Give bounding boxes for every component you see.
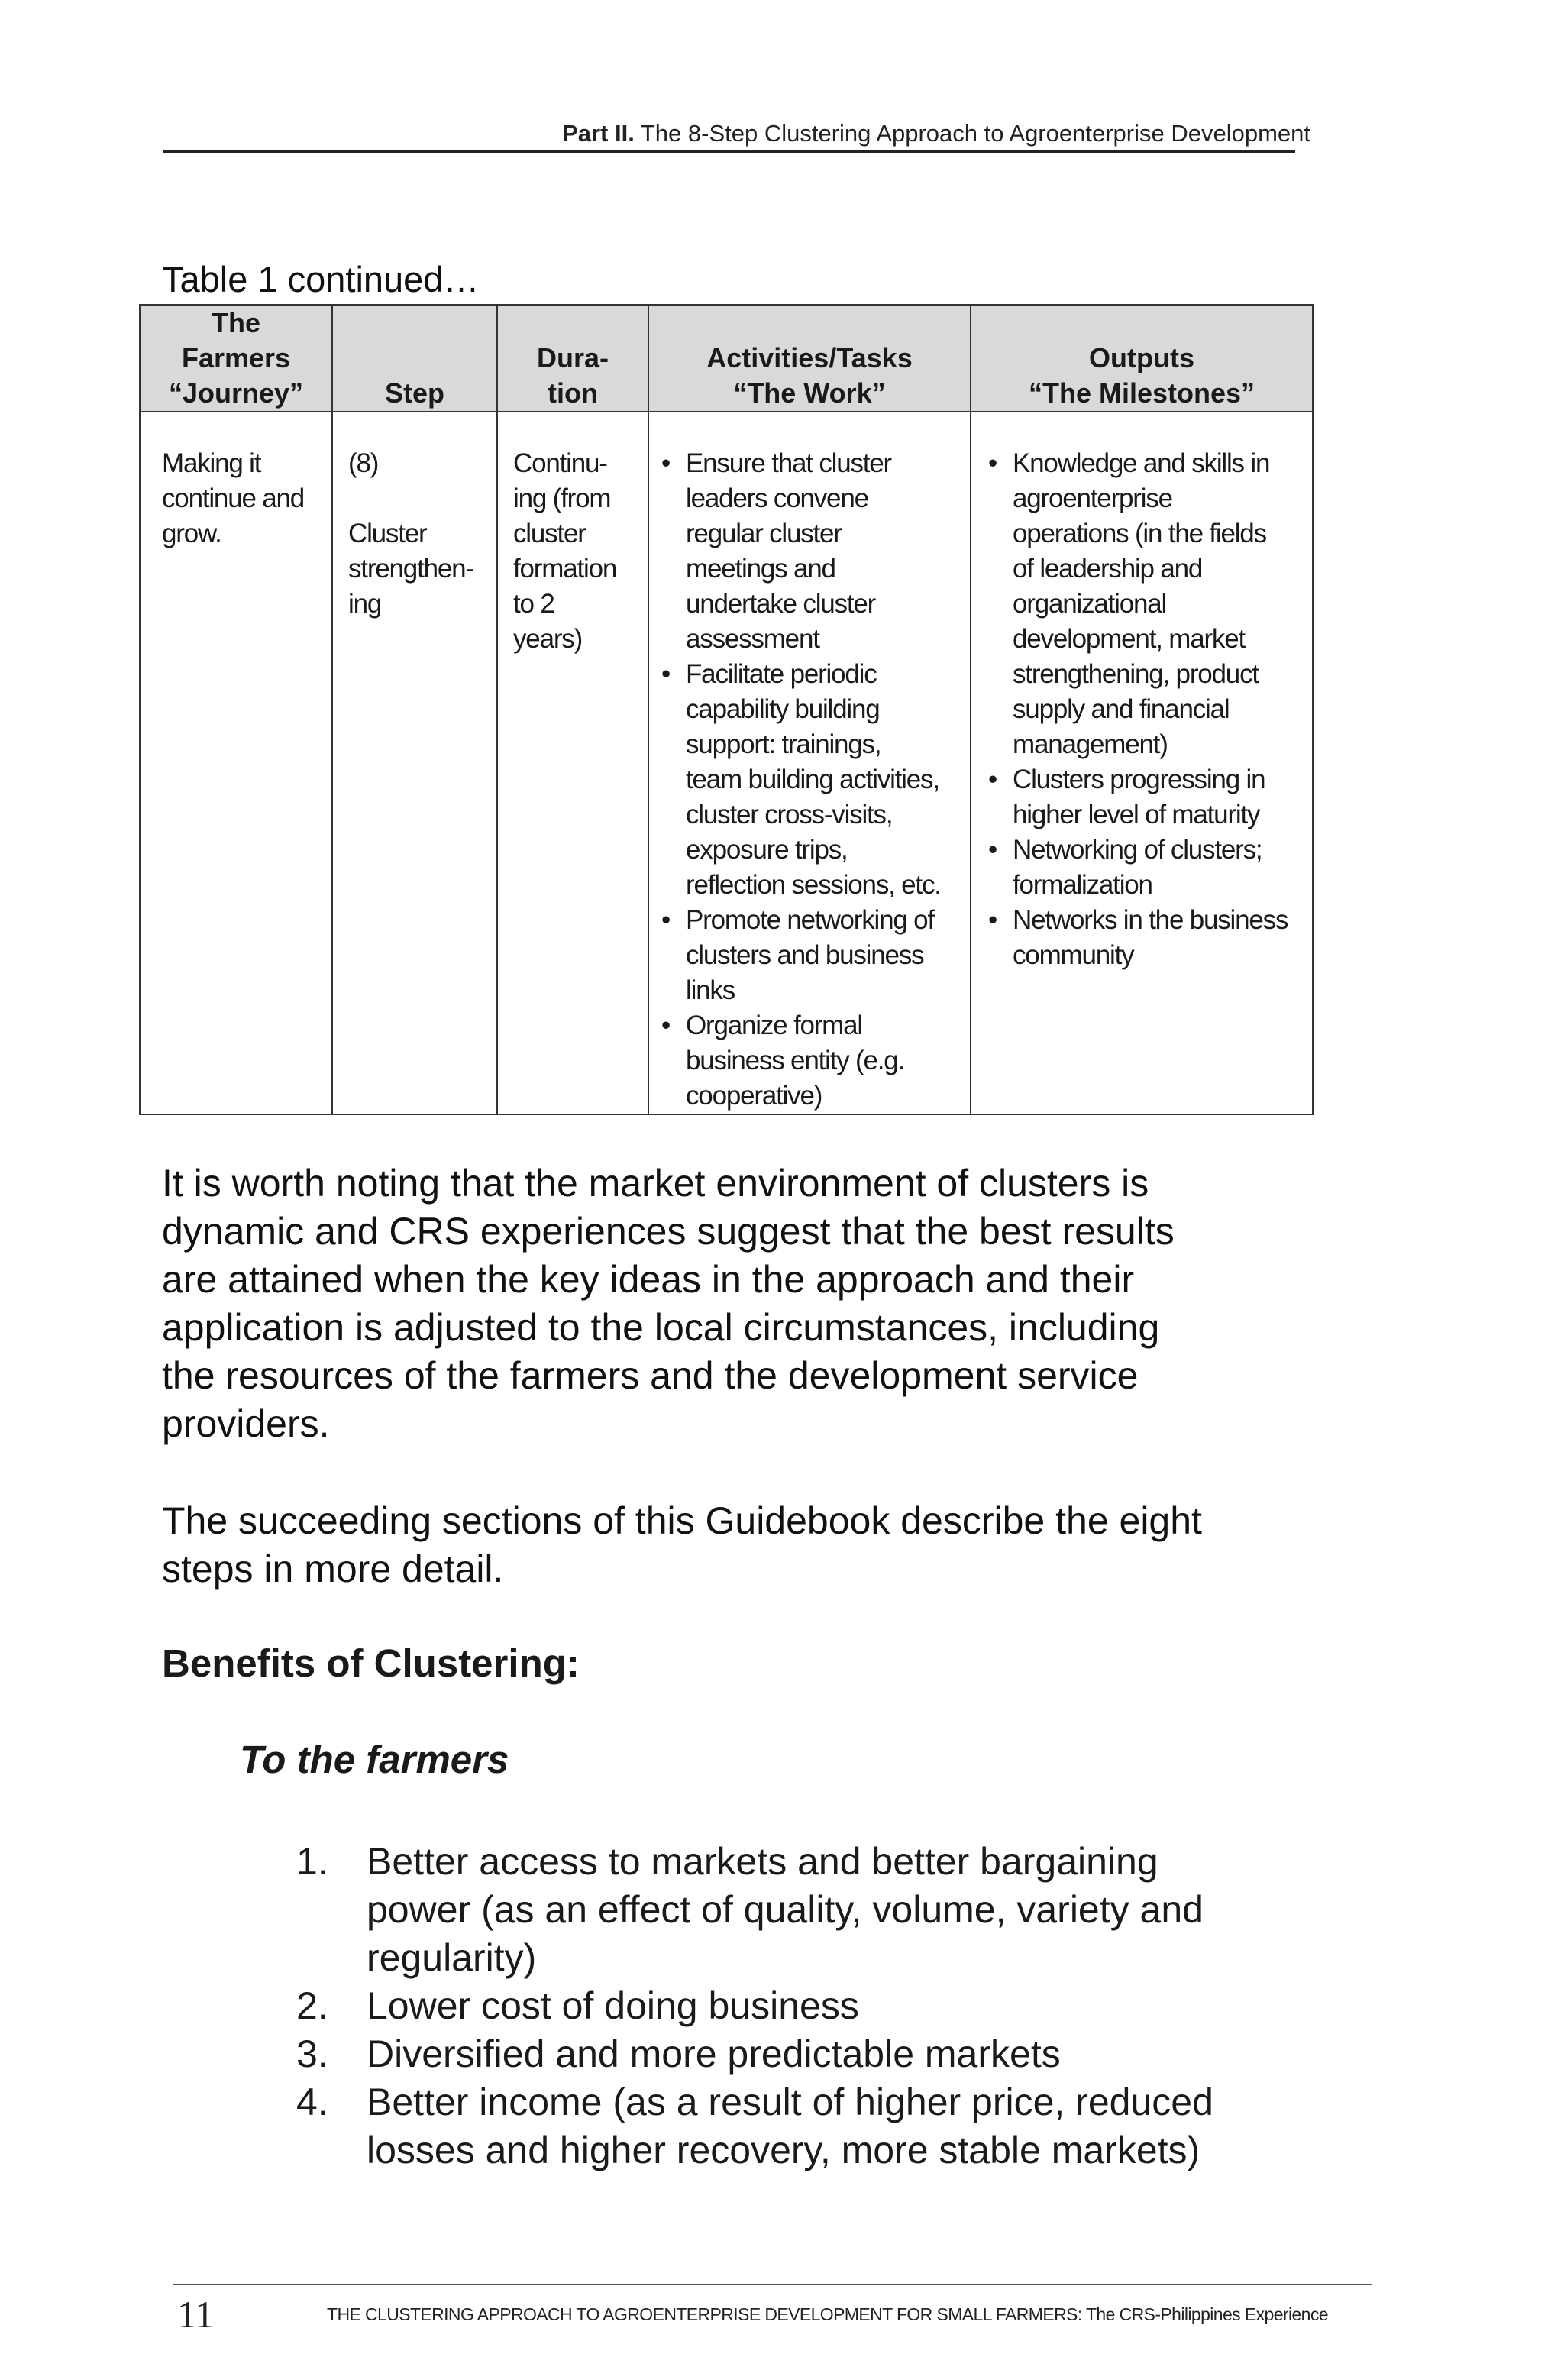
cell-journey: Making it continue and grow. [140,412,332,1114]
benefit-text: Better income (as a result of higher price, reduced losses and higher recovery, more stable markets) [367,2081,1213,2171]
benefit-item [290,1982,1314,2030]
cell-duration: Continu- ing (from cluster formation to 2 years) [497,412,648,1114]
page-number: 11 [177,2293,215,2336]
activity-item: • Ensure that cluster leaders convene regular cluster meetings and undertake cluster assessment [660,446,964,657]
table-row [140,412,1313,1114]
col-header-activities: Activities/Tasks “The Work” [648,305,971,412]
benefit-item [290,2078,1314,2175]
activity-item: • Promote networking of clusters and business links [660,903,964,1008]
paragraph-succeeding-sections: The succeeding sections of this Guidebook describe the eight steps in more detail. [162,1499,1202,1590]
col-header-duration: Dura- tion [497,305,648,412]
benefit-text: Diversified and more predictable markets [367,2032,1061,2075]
output-item: • Knowledge and skills in agroenterprise operations (in the fields of leadership and organizational development, market strengthening, product supply and financial management) [987,446,1306,762]
benefits-list [290,1838,1314,2175]
part-label: Part II. [562,120,635,147]
col-header-outputs: Outputs “The Milestones” [971,305,1313,412]
col-header-step: Step [332,305,497,412]
output-item: • Networks in the business community [987,903,1306,973]
footer-rule [173,2284,1372,2285]
benefit-item [290,2030,1314,2078]
benefit-text: Better access to markets and better bargaining power (as an effect of quality, volume, variety and regularity) [367,1840,1204,1979]
output-item: • Clusters progressing in higher level of maturity [987,762,1306,833]
activity-item: • Organize formal business entity (e.g. cooperative) [660,1008,964,1114]
subheading: To the farmers [240,1738,509,1781]
table-header-row [140,305,1313,412]
activity-item: • Facilitate periodic capability building support: trainings, team building activities, cluster cross-visits, exposure trips, reflection sessions, etc. [660,657,964,903]
benefit-text: Lower cost of doing business [367,1984,859,2027]
benefit-item [290,1838,1314,1982]
footer-text: THE CLUSTERING APPROACH TO AGROENTERPRISE DEVELOPMENT FOR SMALL FARMERS: The CRS-Philippines Experience [327,2304,1328,2324]
benefit-number: 2. [296,1984,328,2027]
cell-activities [648,412,971,1114]
paragraph-market-environment: It is worth noting that the market environment of clusters is dynamic and CRS experiences suggest that the best results are attained when the key ideas in the approach and their application is adjusted to the local circumstances, including the resources of the farmers and the development service providers. [162,1162,1175,1445]
steps-table [139,304,1314,1115]
table-caption: Table 1 continued… [162,259,480,299]
header-rule [163,150,1295,153]
running-header-title: The 8-Step Clustering Approach to Agroenterprise Development [640,120,1310,147]
section-heading: Benefits of Clustering: [162,1641,580,1685]
cell-step: (8) Cluster strengthen- ing [332,412,497,1114]
col-header-journey: The Farmers “Journey” [140,305,332,412]
running-header [163,115,1310,153]
cell-outputs [971,412,1313,1114]
benefit-number: 1. [296,1840,328,1883]
benefit-number: 3. [296,2032,328,2075]
output-item: • Networking of clusters; formalization [987,833,1306,903]
benefit-number: 4. [296,2081,328,2123]
